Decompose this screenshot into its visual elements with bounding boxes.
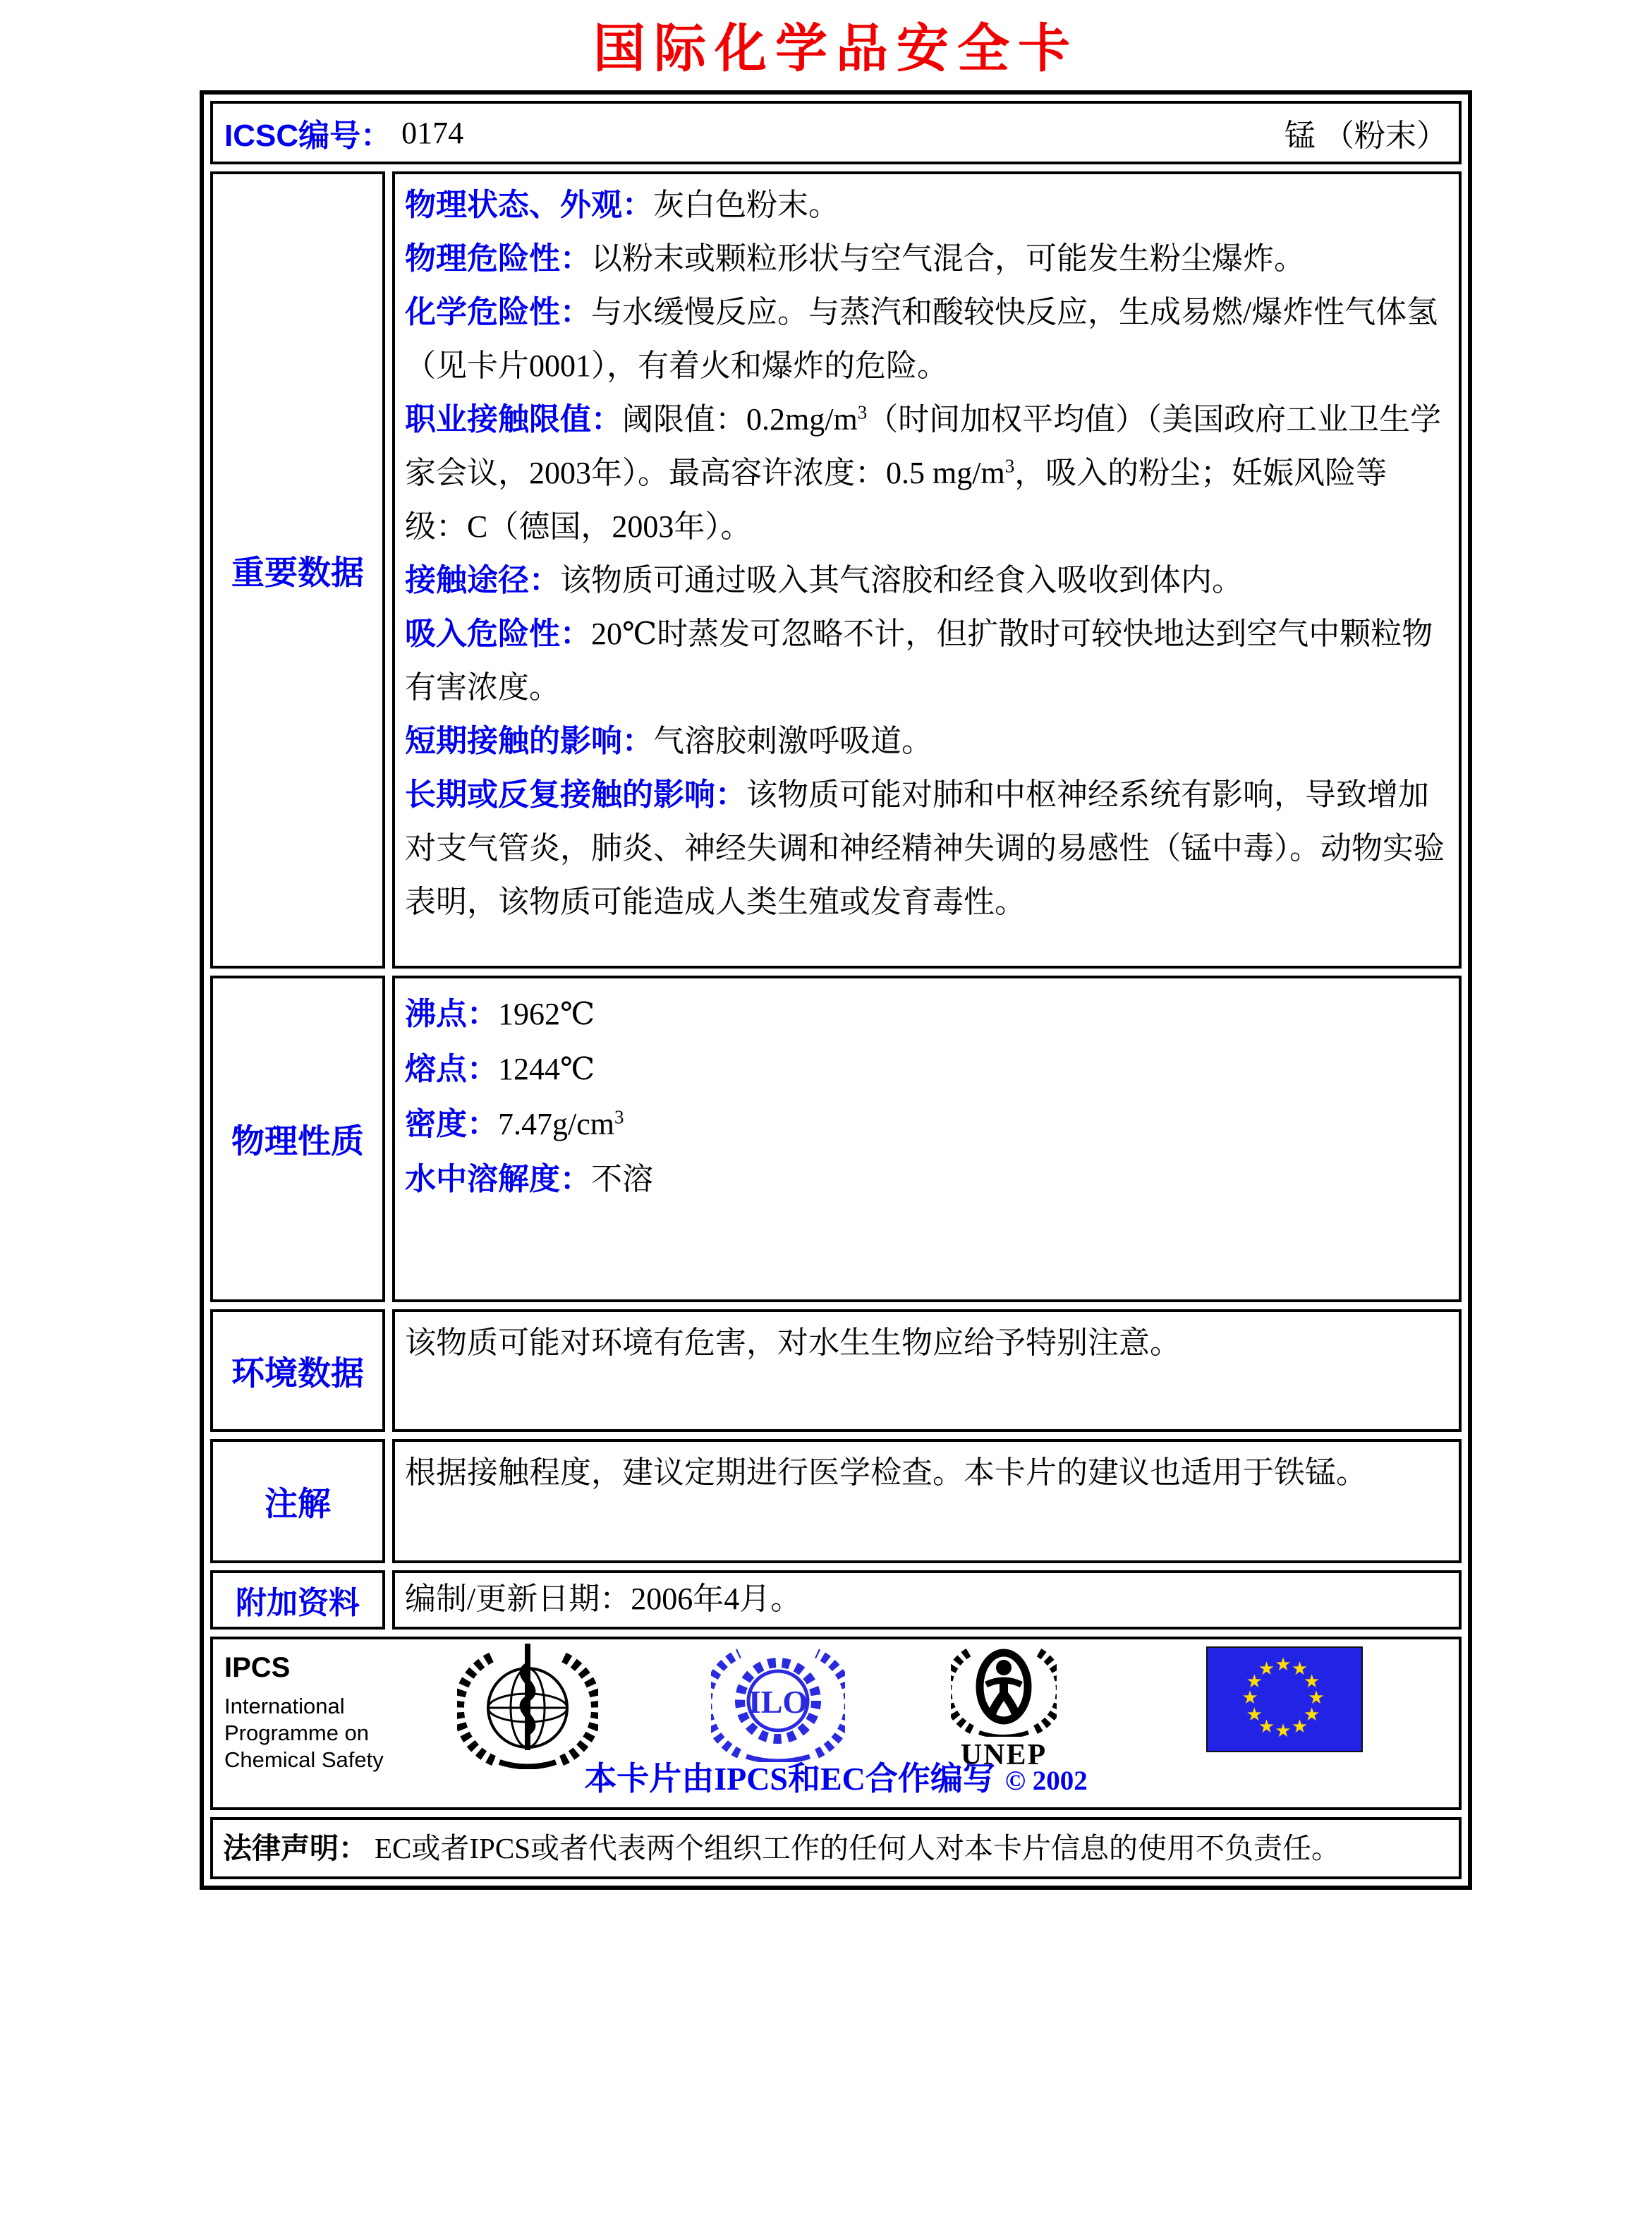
eu-star-icon: ★ (1258, 1716, 1275, 1737)
section-content-additional-information (392, 1570, 1462, 1630)
row-important-data (210, 171, 1462, 969)
section-content-environmental-data (392, 1309, 1462, 1432)
eu-star-icon: ★ (1308, 1687, 1325, 1709)
page-title: 国际化学品安全卡 (593, 18, 1079, 79)
eu-star-icon: ★ (1258, 1658, 1275, 1680)
logos-cell (210, 1637, 1462, 1810)
row-environmental-data (210, 1309, 1462, 1432)
icsc-number (224, 110, 463, 155)
content-line: 接触途径：该物质可通过吸入其气溶胶和经食入吸收到体内。 (405, 563, 1243, 597)
who-logo-icon (457, 1641, 598, 1769)
eu-star-icon: ★ (1275, 1721, 1292, 1742)
content-line: 该物质可能对环境有危害，对水生生物应给予特别注意。 (405, 1325, 1181, 1360)
footer-caption (213, 1761, 1459, 1799)
unep-logo-icon (951, 1641, 1057, 1737)
eu-star-icon: ★ (1246, 1704, 1263, 1725)
eu-star-icon: ★ (1291, 1716, 1308, 1737)
icsc-card (200, 90, 1472, 1890)
section-content-notes (392, 1439, 1462, 1563)
section-label-important-data: 重要数据 (210, 171, 385, 969)
section-label-notes: 注解 (210, 1439, 385, 1563)
ilo-logo-text: ILO (748, 1684, 808, 1720)
row-logos (210, 1637, 1462, 1810)
unep-block (944, 1641, 1064, 1770)
ipcs-block (224, 1654, 384, 1773)
ipcs-line: Chemical Safety (224, 1747, 384, 1772)
row-additional-information (210, 1570, 1462, 1630)
row-notes (210, 1439, 1462, 1563)
content-line: 沸点：1962℃ (405, 997, 595, 1031)
content-line: 密度：$7.47g/cm^3$ (405, 1106, 624, 1141)
legal-label: 法律声明： (223, 1832, 368, 1864)
eu-star-icon: ★ (1304, 1670, 1320, 1692)
content-line: 长期或反复接触的影响：该物质可能对肺和中枢神经系统有影响，导致增加对支气管炎，肺炎、神经失调和神经精神失调的易感性（锰中毒）。动物实验表明，该物质可能造成人类生殖或发育毒性。 (405, 777, 1445, 919)
legal-text: EC或者IPCS或者代表两个组织工作的任何人对本卡片信息的使用不负责任。 (375, 1832, 1340, 1864)
unep-logo-text: UNEP (960, 1739, 1047, 1771)
section-label-additional-information: 附加资料 (210, 1570, 385, 1630)
content-line: 熔点：1244℃ (405, 1052, 595, 1086)
content-line: 物理状态、外观：灰白色粉末。 (405, 188, 839, 222)
header-row (210, 101, 1462, 164)
substance-name: 锰 （粉末） (1284, 119, 1447, 153)
caption-year: © 2002 (1004, 1766, 1088, 1796)
section-label-environmental-data: 环境数据 (210, 1309, 385, 1432)
section-label-physical-properties: 物理性质 (210, 976, 385, 1302)
content-line: 职业接触限值：阈限值：$0.2mg/m^3$（时间加权平均值）（美国政府工业卫生学家会议，2003年）。最高容许浓度：0.5 $mg/m^3$，吸入的粉尘；妊娠风险等级：C（德国，2003年）。 (405, 401, 1442, 544)
content-line: 编制/更新日期：2006年4月。 (405, 1582, 802, 1616)
icsc-number-value: 0174 (401, 115, 464, 150)
content-line: 根据接触程度，建议定期进行医学检查。本卡片的建议也适用于铁锰。 (405, 1455, 1367, 1490)
eu-star-icon: ★ (1291, 1658, 1308, 1680)
ipcs-line: International (224, 1694, 345, 1718)
header-cell (210, 101, 1462, 164)
eu-star-icon: ★ (1304, 1704, 1320, 1725)
section-content-physical-properties (392, 976, 1462, 1302)
eu-star-icon: ★ (1241, 1687, 1258, 1709)
ipcs-line: Programme on (224, 1721, 370, 1745)
section-content-important-data (392, 171, 1462, 969)
row-physical-properties (210, 976, 1462, 1302)
icsc-number-label: ICSC编号： (224, 119, 392, 153)
legal-cell (210, 1817, 1462, 1879)
eu-star-icon: ★ (1246, 1670, 1263, 1692)
caption-text: 本卡片由IPCS和EC合作编写 (584, 1761, 995, 1797)
content-line: 水中溶解度：不溶 (405, 1162, 653, 1196)
content-line: 物理危险性：以粉末或颗粒形状与空气混合，可能发生粉尘爆炸。 (405, 241, 1305, 276)
row-legal (210, 1817, 1462, 1879)
eu-flag-icon (1206, 1646, 1363, 1752)
eu-star-icon: ★ (1275, 1654, 1292, 1675)
ipcs-acronym: IPCS (224, 1652, 291, 1683)
content-line: 短期接触的影响：气溶胶刺激呼吸道。 (405, 724, 933, 758)
content-line: 吸入危险性：20℃时蒸发可忽略不计，但扩散时可较快地达到空气中颗粒物有害浓度。 (405, 617, 1433, 705)
ilo-logo-icon (711, 1641, 845, 1762)
content-line: 化学危险性：与水缓慢反应。与蒸汽和酸较快反应，生成易燃/爆炸性气体氢（见卡片0001），有着火和爆炸的危险。 (405, 295, 1438, 383)
